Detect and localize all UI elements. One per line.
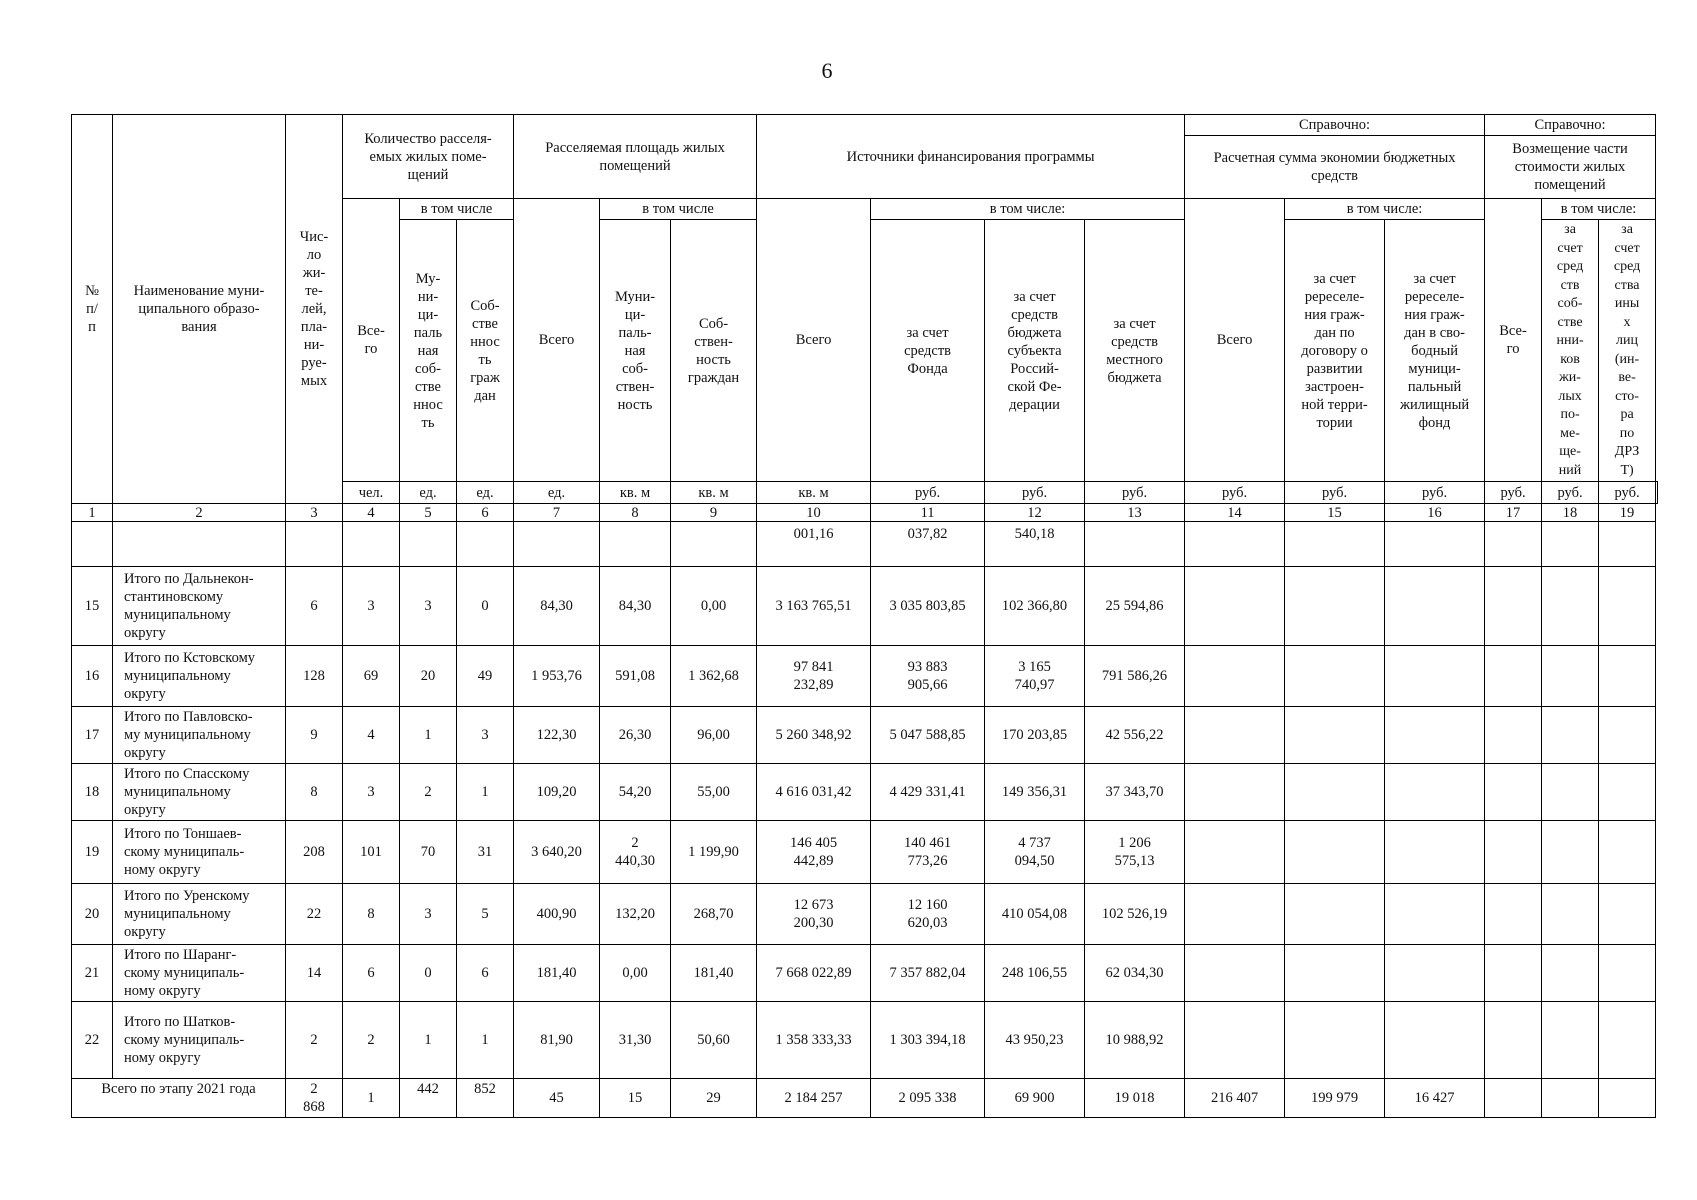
cell-c13: 10 988,92 <box>1085 1002 1185 1079</box>
column-number-cell: 9 <box>671 504 757 522</box>
total-c15: 199 979 <box>1285 1079 1385 1118</box>
row-name: Итого по Шаранг- скому муниципаль- ному округу <box>113 945 286 1002</box>
empty-cell <box>1599 821 1656 884</box>
hdr-ref2-total: Все- го <box>1485 199 1542 482</box>
empty-cell <box>1485 1079 1542 1118</box>
hdr-ref2-other: за счет сред ства ины х лиц (ин- ве- сто- ра по ДРЗ Т) <box>1599 220 1656 482</box>
total-c10: 2 184 257 <box>757 1079 871 1118</box>
unit-cell: ед. <box>457 482 514 504</box>
table-row <box>72 821 1658 884</box>
empty-cell <box>1599 884 1656 945</box>
hdr-fin-total: Всего <box>757 199 871 482</box>
hdr-fin-group: Источники финансирования программы <box>757 115 1185 199</box>
empty-cell <box>1185 646 1285 707</box>
cell-c11: 12 160 620,03 <box>871 884 985 945</box>
cell-c11: 7 357 882,04 <box>871 945 985 1002</box>
empty-cell <box>1385 1002 1485 1079</box>
hdr-no: № п/ п <box>72 115 113 504</box>
unit-cell: кв. м <box>671 482 757 504</box>
empty-cell <box>1385 884 1485 945</box>
cell-c10: 4 616 031,42 <box>757 764 871 821</box>
cell-c4: 69 <box>343 646 400 707</box>
cell-c5: 1 <box>400 1002 457 1079</box>
row-number: 20 <box>72 884 113 945</box>
total-c9: 29 <box>671 1079 757 1118</box>
cell-c8: 26,30 <box>600 707 671 764</box>
cell-c13: 791 586,26 <box>1085 646 1185 707</box>
empty-cell <box>1485 707 1542 764</box>
cell-c10: 12 673 200,30 <box>757 884 871 945</box>
cell-c10: 146 405 442,89 <box>757 821 871 884</box>
row-number: 21 <box>72 945 113 1002</box>
cell-c3: 14 <box>286 945 343 1002</box>
hdr-ref1-dev: за счет pереселе- ния граж- дан по договору о развитии застроен- ной терри- тории <box>1285 220 1385 482</box>
row-number: 18 <box>72 764 113 821</box>
total-label: Всего по этапу 2021 года <box>72 1079 286 1118</box>
empty-cell <box>1385 567 1485 646</box>
cell-c10: 97 841 232,89 <box>757 646 871 707</box>
empty-cell <box>1385 764 1485 821</box>
total-row <box>72 1079 1658 1118</box>
empty-cell <box>1285 646 1385 707</box>
row-name: Итого по Спасскому муниципальному округу <box>113 764 286 821</box>
cell-c13: 1 206 575,13 <box>1085 821 1185 884</box>
row-name: Итого по Павловско- му муниципальному округу <box>113 707 286 764</box>
empty-cell <box>1185 821 1285 884</box>
cell-c5: 70 <box>400 821 457 884</box>
cell-c6: 49 <box>457 646 514 707</box>
empty-cell <box>1185 884 1285 945</box>
cell-c9: 96,00 <box>671 707 757 764</box>
cell-c5: 3 <box>400 884 457 945</box>
empty-cell <box>1385 821 1485 884</box>
table-row <box>72 707 1658 764</box>
unit-cell: руб. <box>1385 482 1485 504</box>
cell-c5: 1 <box>400 707 457 764</box>
table-row <box>72 764 1658 821</box>
column-number-cell: 7 <box>514 504 600 522</box>
unit-cell: руб. <box>1485 482 1542 504</box>
total-c5: 442 <box>400 1079 457 1118</box>
unit-cell: руб. <box>1085 482 1185 504</box>
cell-c7: 109,20 <box>514 764 600 821</box>
unit-cell: руб. <box>1185 482 1285 504</box>
cell-c3: 9 <box>286 707 343 764</box>
cell-c11: 5 047 588,85 <box>871 707 985 764</box>
cell-c3: 208 <box>286 821 343 884</box>
hdr-area-group: Расселяемая площадь жилых помещений <box>514 115 757 199</box>
empty-cell <box>1485 945 1542 1002</box>
hdr-ref2-group: Возмещение части стоимости жилых помещений <box>1485 136 1656 199</box>
cell-c7: 122,30 <box>514 707 600 764</box>
cell-c3: 128 <box>286 646 343 707</box>
column-number-cell: 19 <box>1599 504 1656 522</box>
empty-cell <box>1599 945 1656 1002</box>
hdr-area-mun: Муни- ци- паль- ная соб- ствен- ность <box>600 220 671 482</box>
total-c14: 216 407 <box>1185 1079 1285 1118</box>
empty-cell <box>1385 707 1485 764</box>
column-number-cell: 1 <box>72 504 113 522</box>
cell-c13: 62 034,30 <box>1085 945 1185 1002</box>
column-number-cell: 5 <box>400 504 457 522</box>
empty-cell <box>1542 884 1599 945</box>
empty-cell <box>1285 821 1385 884</box>
empty-cell <box>1185 1002 1285 1079</box>
row-name: Итого по Тоншаев- скому муниципаль- ному округу <box>113 821 286 884</box>
column-number-cell: 16 <box>1385 504 1485 522</box>
empty-cell <box>1599 567 1656 646</box>
cell-c3: 8 <box>286 764 343 821</box>
row-number: 16 <box>72 646 113 707</box>
hdr-residents: Чис- ло жи- те- лей, пла- ни- руе- мых <box>286 115 343 504</box>
cell-c6: 6 <box>457 945 514 1002</box>
empty-cell <box>1542 821 1599 884</box>
cell-c12: 170 203,85 <box>985 707 1085 764</box>
cell-c12: 149 356,31 <box>985 764 1085 821</box>
cell-c12: 4 737 094,50 <box>985 821 1085 884</box>
cell-c6: 31 <box>457 821 514 884</box>
hdr-area-incl: в том числе <box>600 199 757 220</box>
column-number-cell: 14 <box>1185 504 1285 522</box>
column-number-cell: 18 <box>1542 504 1599 522</box>
table-row <box>72 945 1658 1002</box>
cell-c8: 0,00 <box>600 945 671 1002</box>
cell-c7: 181,40 <box>514 945 600 1002</box>
cell-c12: 248 106,55 <box>985 945 1085 1002</box>
cell-c8: 132,20 <box>600 884 671 945</box>
table-row <box>72 884 1658 945</box>
cell-c8: 591,08 <box>600 646 671 707</box>
empty-cell <box>1542 1002 1599 1079</box>
cell-c10: 3 163 765,51 <box>757 567 871 646</box>
row-name: Итого по Кстовскому муниципальному округу <box>113 646 286 707</box>
table-row <box>72 567 1658 646</box>
empty-cell <box>1285 884 1385 945</box>
column-number-cell: 8 <box>600 504 671 522</box>
empty-cell <box>1285 567 1385 646</box>
unit-cell: руб. <box>985 482 1085 504</box>
unit-cell: руб. <box>1285 482 1385 504</box>
row-name: Итого по Шатков- скому муниципаль- ному округу <box>113 1002 286 1079</box>
total-c12: 69 900 <box>985 1079 1085 1118</box>
empty-cell <box>1385 945 1485 1002</box>
column-number-cell: 10 <box>757 504 871 522</box>
cell-c9: 0,00 <box>671 567 757 646</box>
row-number: 17 <box>72 707 113 764</box>
empty-cell <box>1185 567 1285 646</box>
cell-c6: 0 <box>457 567 514 646</box>
hdr-qty-incl: в том числе <box>400 199 514 220</box>
empty-cell <box>1385 646 1485 707</box>
cell-c7: 81,90 <box>514 1002 600 1079</box>
column-number-cell: 2 <box>113 504 286 522</box>
cell-c4: 101 <box>343 821 400 884</box>
unit-cell: руб. <box>1599 482 1656 504</box>
cell-c11: 140 461 773,26 <box>871 821 985 884</box>
unit-cell: ед. <box>400 482 457 504</box>
cell-c4: 3 <box>343 567 400 646</box>
empty-cell <box>1285 707 1385 764</box>
cell-c9: 50,60 <box>671 1002 757 1079</box>
hdr-fin-fund: за счет средств Фонда <box>871 220 985 482</box>
empty-cell <box>1542 646 1599 707</box>
column-number-cell: 11 <box>871 504 985 522</box>
cell-c11: 3 035 803,85 <box>871 567 985 646</box>
cell-c12: 102 366,80 <box>985 567 1085 646</box>
cell-c7: 84,30 <box>514 567 600 646</box>
hdr-area-own: Соб- ствен- ность граждан <box>671 220 757 482</box>
cell-c5: 3 <box>400 567 457 646</box>
cell-c11: 93 883 905,66 <box>871 646 985 707</box>
hdr-fin-local: за счет средств местного бюджета <box>1085 220 1185 482</box>
cell-c11: 4 429 331,41 <box>871 764 985 821</box>
cell-c5: 0 <box>400 945 457 1002</box>
hdr-ref1-total: Всего <box>1185 199 1285 482</box>
cell-c9: 268,70 <box>671 884 757 945</box>
cell-c7: 3 640,20 <box>514 821 600 884</box>
cell-c9: 1 199,90 <box>671 821 757 884</box>
cell-c5: 20 <box>400 646 457 707</box>
cell-c13: 42 556,22 <box>1085 707 1185 764</box>
hdr-qty-own: Соб- стве ннос ть граж дан <box>457 220 514 482</box>
total-c11: 2 095 338 <box>871 1079 985 1118</box>
total-c16: 16 427 <box>1385 1079 1485 1118</box>
cell-c4: 2 <box>343 1002 400 1079</box>
column-number-cell: 6 <box>457 504 514 522</box>
hdr-fin-subj: за счет средств бюджета субъекта Россий- ской Фе- дерации <box>985 220 1085 482</box>
row-name: Итого по Уренскому муниципальному округу <box>113 884 286 945</box>
empty-cell <box>1185 764 1285 821</box>
cell-c9: 1 362,68 <box>671 646 757 707</box>
cell-c12: 410 054,08 <box>985 884 1085 945</box>
column-number-cell: 13 <box>1085 504 1185 522</box>
page-number: 6 <box>821 58 833 83</box>
cell-c4: 4 <box>343 707 400 764</box>
hdr-qty-mun: Му- ни- ци- паль ная соб- стве ннос ть <box>400 220 457 482</box>
hdr-ref2-owners: за счет сред ств соб- стве нни- ков жи- лых по- ме- ще- ний <box>1542 220 1599 482</box>
cell-c6: 5 <box>457 884 514 945</box>
cell-c4: 3 <box>343 764 400 821</box>
total-c4: 1 <box>343 1079 400 1118</box>
cell-c4: 6 <box>343 945 400 1002</box>
empty-cell <box>1542 1079 1599 1118</box>
row-number: 15 <box>72 567 113 646</box>
resettlement-table <box>71 114 1658 1118</box>
hdr-qty-total: Все- го <box>343 199 400 482</box>
empty-cell <box>1185 945 1285 1002</box>
empty-cell <box>1599 1002 1656 1079</box>
cell-c10: 7 668 022,89 <box>757 945 871 1002</box>
cell-c11: 1 303 394,18 <box>871 1002 985 1079</box>
empty-cell <box>1599 1079 1656 1118</box>
hdr-fin-incl: в том числе: <box>871 199 1185 220</box>
empty-cell <box>1485 1002 1542 1079</box>
unit-cell <box>1656 482 1658 504</box>
cell-c8: 2 440,30 <box>600 821 671 884</box>
column-number-cell: 17 <box>1485 504 1542 522</box>
cell-c3: 2 <box>286 1002 343 1079</box>
empty-cell <box>1599 764 1656 821</box>
cell-c6: 3 <box>457 707 514 764</box>
row-number: 19 <box>72 821 113 884</box>
cell-c13: 25 594,86 <box>1085 567 1185 646</box>
empty-cell <box>1485 646 1542 707</box>
table-row <box>72 1002 1658 1079</box>
cell-c12: 43 950,23 <box>985 1002 1085 1079</box>
empty-cell <box>1485 567 1542 646</box>
hdr-ref2-title: Справочно: <box>1485 115 1656 136</box>
cell-c9: 181,40 <box>671 945 757 1002</box>
column-number-cell: 3 <box>286 504 343 522</box>
cell-c13: 37 343,70 <box>1085 764 1185 821</box>
carry-c12: 540,18 <box>985 522 1085 567</box>
unit-cell: руб. <box>871 482 985 504</box>
cell-c9: 55,00 <box>671 764 757 821</box>
cell-c8: 54,20 <box>600 764 671 821</box>
table-row <box>72 646 1658 707</box>
cell-c3: 6 <box>286 567 343 646</box>
column-number-cell: 12 <box>985 504 1085 522</box>
cell-c10: 1 358 333,33 <box>757 1002 871 1079</box>
hdr-qty-group: Количество расселя- емых жилых поме- щений <box>343 115 514 199</box>
total-c8: 15 <box>600 1079 671 1118</box>
cell-c7: 400,90 <box>514 884 600 945</box>
unit-cell: кв. м <box>757 482 871 504</box>
empty-cell <box>1599 707 1656 764</box>
cell-c6: 1 <box>457 764 514 821</box>
total-c7: 45 <box>514 1079 600 1118</box>
cell-c8: 84,30 <box>600 567 671 646</box>
hdr-ref1-free: за счет pереселе- ния граж- дан в сво- бодный муници- пальный жилищный фонд <box>1385 220 1485 482</box>
hdr-ref1-title: Справочно: <box>1185 115 1485 136</box>
carry-c10: 001,16 <box>757 522 871 567</box>
cell-c10: 5 260 348,92 <box>757 707 871 764</box>
cell-c8: 31,30 <box>600 1002 671 1079</box>
unit-cell: чел. <box>343 482 400 504</box>
unit-cell: ед. <box>514 482 600 504</box>
total-c3: 2 868 <box>286 1079 343 1118</box>
unit-cell: руб. <box>1542 482 1599 504</box>
total-c13: 19 018 <box>1085 1079 1185 1118</box>
empty-cell <box>1542 567 1599 646</box>
row-name: Итого по Дальнекон- стантиновскому муниципальному округу <box>113 567 286 646</box>
column-numbers-row <box>72 504 1658 522</box>
empty-cell <box>1485 884 1542 945</box>
hdr-area-total: Всего <box>514 199 600 482</box>
empty-cell <box>1542 764 1599 821</box>
cell-c5: 2 <box>400 764 457 821</box>
total-c6: 852 <box>457 1079 514 1118</box>
cell-c12: 3 165 740,97 <box>985 646 1085 707</box>
empty-cell <box>1285 945 1385 1002</box>
unit-cell: кв. м <box>600 482 671 504</box>
empty-cell <box>1185 707 1285 764</box>
empty-cell <box>1542 707 1599 764</box>
column-number-cell: 4 <box>343 504 400 522</box>
column-number-cell: 15 <box>1285 504 1385 522</box>
row-number: 22 <box>72 1002 113 1079</box>
hdr-ref1-group: Расчетная сумма экономии бюджетных средств <box>1185 136 1485 199</box>
hdr-name: Наименование муни- ципального образо- вания <box>113 115 286 504</box>
empty-cell <box>1542 945 1599 1002</box>
hdr-ref1-incl: в том числе: <box>1285 199 1485 220</box>
cell-c7: 1 953,76 <box>514 646 600 707</box>
cell-c3: 22 <box>286 884 343 945</box>
empty-cell <box>1485 821 1542 884</box>
carry-over-row <box>72 522 1658 567</box>
empty-cell <box>1599 646 1656 707</box>
hdr-ref2-incl: в том числе: <box>1542 199 1656 220</box>
cell-c4: 8 <box>343 884 400 945</box>
empty-cell <box>1285 764 1385 821</box>
cell-c6: 1 <box>457 1002 514 1079</box>
cell-c13: 102 526,19 <box>1085 884 1185 945</box>
empty-cell <box>1485 764 1542 821</box>
empty-cell <box>1285 1002 1385 1079</box>
carry-c11: 037,82 <box>871 522 985 567</box>
